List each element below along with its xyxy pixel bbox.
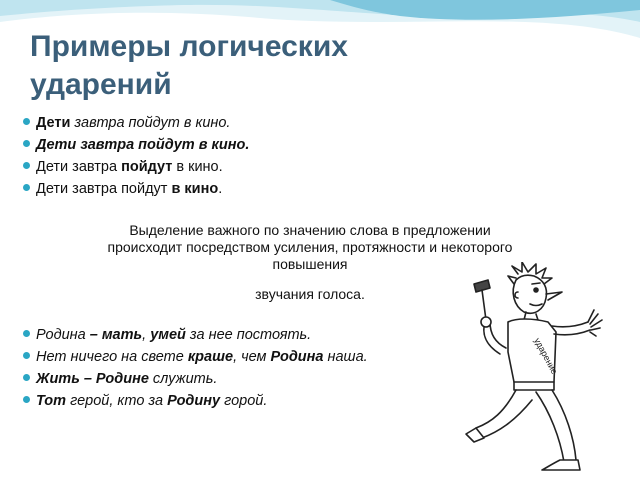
example-text-segment: Тот [36, 393, 67, 409]
paragraph-line-2: происходит посредством усиления, протяжности и некоторого [107, 239, 513, 255]
example-text-segment: Дети завтра [36, 159, 122, 175]
example-item [22, 346, 368, 368]
example-text-segment: в кино [171, 181, 219, 197]
examples-list-2 [22, 324, 368, 412]
example-text-segment: наша. [323, 349, 368, 365]
example-item [22, 156, 249, 178]
example-text-segment: завтра пойдут в кино. [70, 115, 231, 131]
example-text-segment: Жить – Родине [36, 371, 149, 387]
example-text-segment: Дети завтра пойдут в кино. [36, 137, 250, 153]
example-text-segment: горой. [220, 393, 268, 409]
examples-list-1 [22, 112, 249, 200]
page-title: Примеры логических ударений [30, 30, 348, 101]
example-text-segment: в кино. [172, 159, 223, 175]
example-text-segment: краше [187, 349, 234, 365]
example-text-segment: Родину [167, 393, 221, 409]
example-item [22, 178, 249, 200]
example-text-segment: пойдут [121, 159, 173, 175]
boy-with-hammer-illustration [452, 262, 630, 474]
example-text-segment: Дети [36, 115, 71, 131]
example-text-segment: Родина [270, 349, 324, 365]
example-item [22, 368, 368, 390]
paragraph-line-1: Выделение важного по значению слова в предложении [129, 222, 491, 238]
example-text-segment: умей [150, 327, 186, 343]
example-text-segment: , [142, 327, 151, 343]
example-text-segment: герой, кто за [66, 393, 168, 409]
example-text-segment: служить. [148, 371, 218, 387]
example-text-segment: Дети завтра пойдут [36, 181, 172, 197]
example-item [22, 390, 368, 412]
example-text-segment: – мать [85, 327, 143, 343]
example-item [22, 134, 249, 156]
paragraph-line-3: повышения [272, 256, 348, 272]
example-text-segment: Нет ничего на свете [36, 349, 188, 365]
example-item [22, 112, 249, 134]
example-text-segment: Родина [36, 327, 86, 343]
example-text-segment: , чем [233, 349, 271, 365]
example-text-segment: за нее постоять. [185, 327, 312, 343]
paragraph-line-4: звучания голоса. [255, 286, 365, 302]
example-item [22, 324, 368, 346]
shirt-text: ударение [532, 336, 560, 376]
example-text-segment: . [218, 181, 223, 197]
